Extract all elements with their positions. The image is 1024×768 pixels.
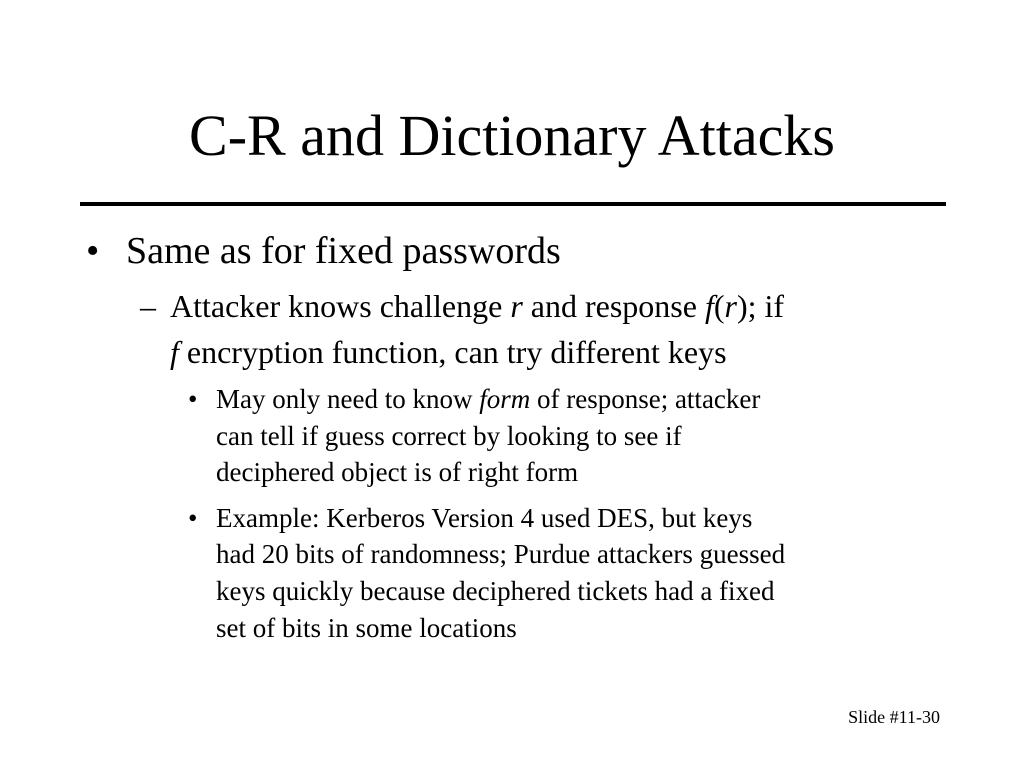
bullet-marker-level2: – bbox=[140, 288, 156, 324]
bullet-text-level3-b-line1: Example: Kerberos Version 4 used DES, but keys bbox=[216, 503, 753, 533]
bullet-text-level1: Same as for fixed passwords bbox=[126, 230, 561, 272]
text-segment: of response; attacker bbox=[530, 384, 761, 414]
bullet-marker-level1: • bbox=[86, 230, 100, 272]
bullet-text-level3-b-line3: keys quickly because deciphered tickets had a fixed bbox=[216, 576, 775, 606]
italic-variable-r: r bbox=[510, 288, 523, 324]
text-segment: ( bbox=[713, 288, 725, 324]
text-segment: ); if bbox=[736, 288, 785, 324]
bullet-text-level2-line2 bbox=[170, 333, 727, 371]
bullet-marker-level3: • bbox=[188, 503, 198, 533]
italic-variable-f: f bbox=[704, 288, 714, 324]
slide-title: C-R and Dictionary Attacks bbox=[189, 103, 835, 168]
bullet-text-level3-a-line2: can tell if guess correct by looking to see if bbox=[216, 421, 682, 451]
bullet-text-level3-a-line1 bbox=[216, 381, 760, 417]
bullet-marker-level3: • bbox=[188, 384, 198, 414]
bullet-text-level2-line1 bbox=[170, 287, 784, 325]
italic-word-form: form bbox=[479, 384, 531, 414]
bullet-text-level3-b-line2: had 20 bits of randomness; Purdue attackers guessed bbox=[216, 539, 786, 569]
text-segment: Attacker knows challenge bbox=[170, 288, 511, 324]
text-segment: encryption function, can try different keys bbox=[178, 334, 727, 370]
title-divider bbox=[80, 202, 946, 206]
text-segment: May only need to know bbox=[216, 384, 480, 414]
text-segment: and response bbox=[522, 288, 705, 324]
bullet-text-level3-a-line3: deciphered object is of right form bbox=[216, 457, 579, 487]
italic-variable-f: f bbox=[170, 334, 179, 370]
slide-number: Slide #11-30 bbox=[848, 707, 940, 727]
italic-variable-r: r bbox=[724, 288, 737, 324]
bullet-text-level3-b-line4: set of bits in some locations bbox=[216, 613, 517, 643]
